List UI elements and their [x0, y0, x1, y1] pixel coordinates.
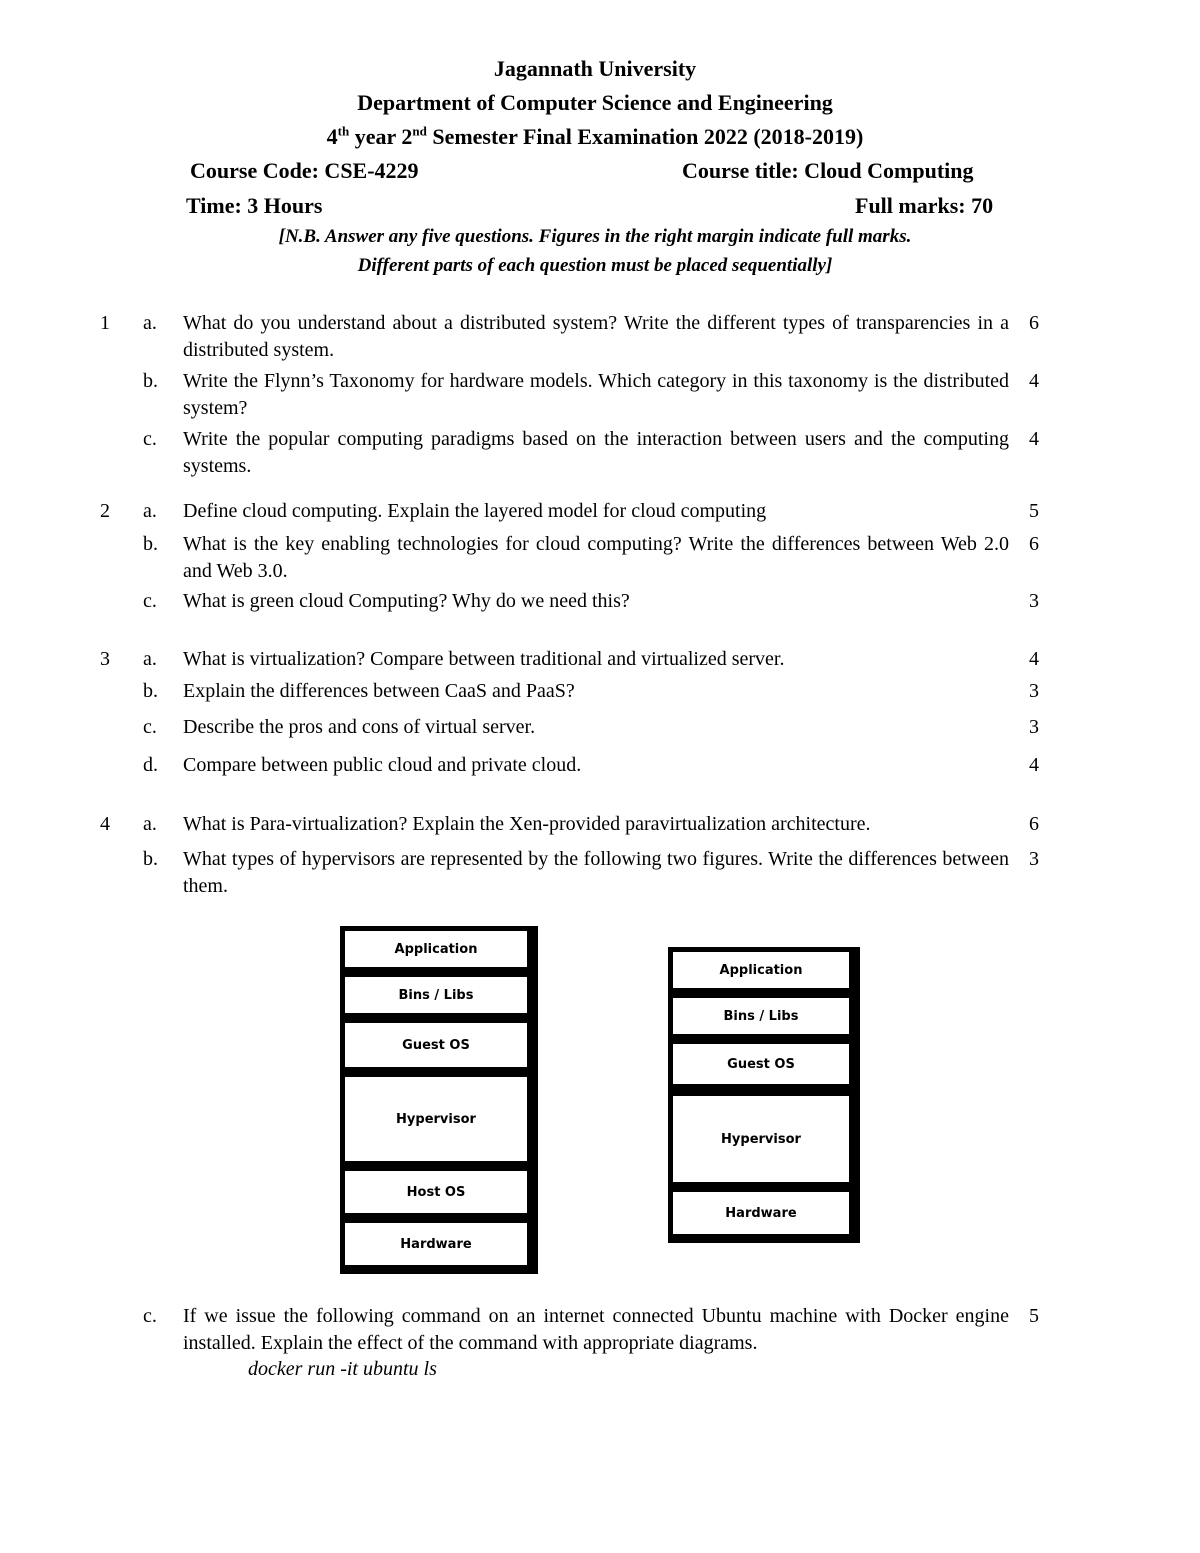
marks: 4: [1029, 648, 1039, 670]
marks: 5: [1029, 1305, 1039, 1327]
full-marks: Full marks: 70: [855, 193, 994, 218]
question-text: Describe the pros and cons of virtual server.: [183, 716, 536, 738]
question-text: What do you understand about a distributed system? Write the different types of transparencies in a distributed system.: [183, 312, 1009, 361]
part-label: c.: [143, 716, 157, 738]
part-label: b.: [143, 680, 158, 702]
figure-layer: Hypervisor: [345, 1077, 527, 1161]
part-label: c.: [143, 590, 157, 612]
marks: 3: [1029, 590, 1039, 612]
marks: 6: [1029, 813, 1039, 835]
exam-time: Time: 3 Hours: [186, 193, 323, 218]
figure-layer: Bins / Libs: [345, 977, 527, 1013]
figure-layer: Guest OS: [345, 1023, 527, 1067]
question-number: 3: [100, 648, 110, 670]
course-title: Course title: Cloud Computing: [682, 158, 974, 183]
marks: 5: [1029, 500, 1039, 522]
part-label: b.: [143, 533, 158, 555]
department-name: Department of Computer Science and Engineering: [357, 90, 833, 115]
exam-title-rest: Semester Final Examination 2022 (2018-2019): [426, 124, 864, 149]
question-text: What types of hypervisors are represented by the following two figures. Write the differences between them.: [183, 848, 1009, 897]
hosted-hypervisor-figure: [340, 926, 538, 1274]
question-text: Write the popular computing paradigms based on the interaction between users and the computing systems.: [183, 428, 1009, 477]
bare-metal-hypervisor-figure: [668, 947, 860, 1243]
figure-layer: Host OS: [345, 1171, 527, 1213]
part-label: d.: [143, 754, 158, 776]
marks: 4: [1029, 428, 1039, 450]
part-label: c.: [143, 428, 157, 450]
part-label: a.: [143, 500, 157, 522]
question-number: 1: [100, 312, 110, 334]
question-text: If we issue the following command on an internet connected Ubuntu machine with Docker engine installed. Explain the effect of the command with appropriate diagrams.: [183, 1305, 1009, 1354]
question-text: Define cloud computing. Explain the layered model for cloud computing: [183, 500, 767, 522]
question-text: Compare between public cloud and private cloud.: [183, 754, 582, 776]
part-label: a.: [143, 813, 157, 835]
exam-title-sup2: nd: [412, 123, 427, 139]
instructions-line-2: Different parts of each question must be placed sequentially]: [357, 255, 833, 276]
part-label: b.: [143, 370, 158, 392]
question-text: Explain the differences between CaaS and PaaS?: [183, 680, 575, 702]
course-code: Course Code: CSE-4229: [190, 158, 419, 183]
marks: 3: [1029, 848, 1039, 870]
university-name: Jagannath University: [493, 56, 697, 81]
question-text: Write the Flynn’s Taxonomy for hardware models. Which category in this taxonomy is the distributed system?: [183, 370, 1009, 419]
docker-command: docker run -it ubuntu ls: [248, 1358, 437, 1380]
marks: 3: [1029, 680, 1039, 702]
part-label: b.: [143, 848, 158, 870]
exam-title-semester: year 2: [349, 124, 413, 149]
question-number: 4: [100, 813, 110, 835]
figure-layer: Application: [673, 952, 849, 988]
figure-layer: Hardware: [673, 1192, 849, 1234]
exam-title-sup1: th: [337, 123, 350, 139]
question-text: What is Para-virtualization? Explain the Xen-provided paravirtualization architecture.: [183, 813, 871, 835]
marks: 4: [1029, 754, 1039, 776]
part-label: c.: [143, 1305, 157, 1327]
question-number: 2: [100, 500, 110, 522]
figure-layer: Hypervisor: [673, 1096, 849, 1182]
part-label: a.: [143, 648, 157, 670]
part-label: a.: [143, 312, 157, 334]
instructions-line-1: [N.B. Answer any five questions. Figures in the right margin indicate full marks.: [278, 226, 912, 247]
exam-title: [0, 124, 1190, 150]
question-text: What is green cloud Computing? Why do we need this?: [183, 590, 630, 612]
question-text: What is the key enabling technologies for cloud computing? Write the differences between Web 2.0 and Web 3.0.: [183, 533, 1009, 582]
marks: 6: [1029, 312, 1039, 334]
exam-title-year: 4: [326, 124, 338, 149]
figure-layer: Hardware: [345, 1223, 527, 1265]
marks: 6: [1029, 533, 1039, 555]
marks: 3: [1029, 716, 1039, 738]
question-text: What is virtualization? Compare between traditional and virtualized server.: [183, 648, 785, 670]
figure-layer: Bins / Libs: [673, 998, 849, 1034]
figure-layer: Application: [345, 931, 527, 967]
marks: 4: [1029, 370, 1039, 392]
figure-layer: Guest OS: [673, 1044, 849, 1084]
